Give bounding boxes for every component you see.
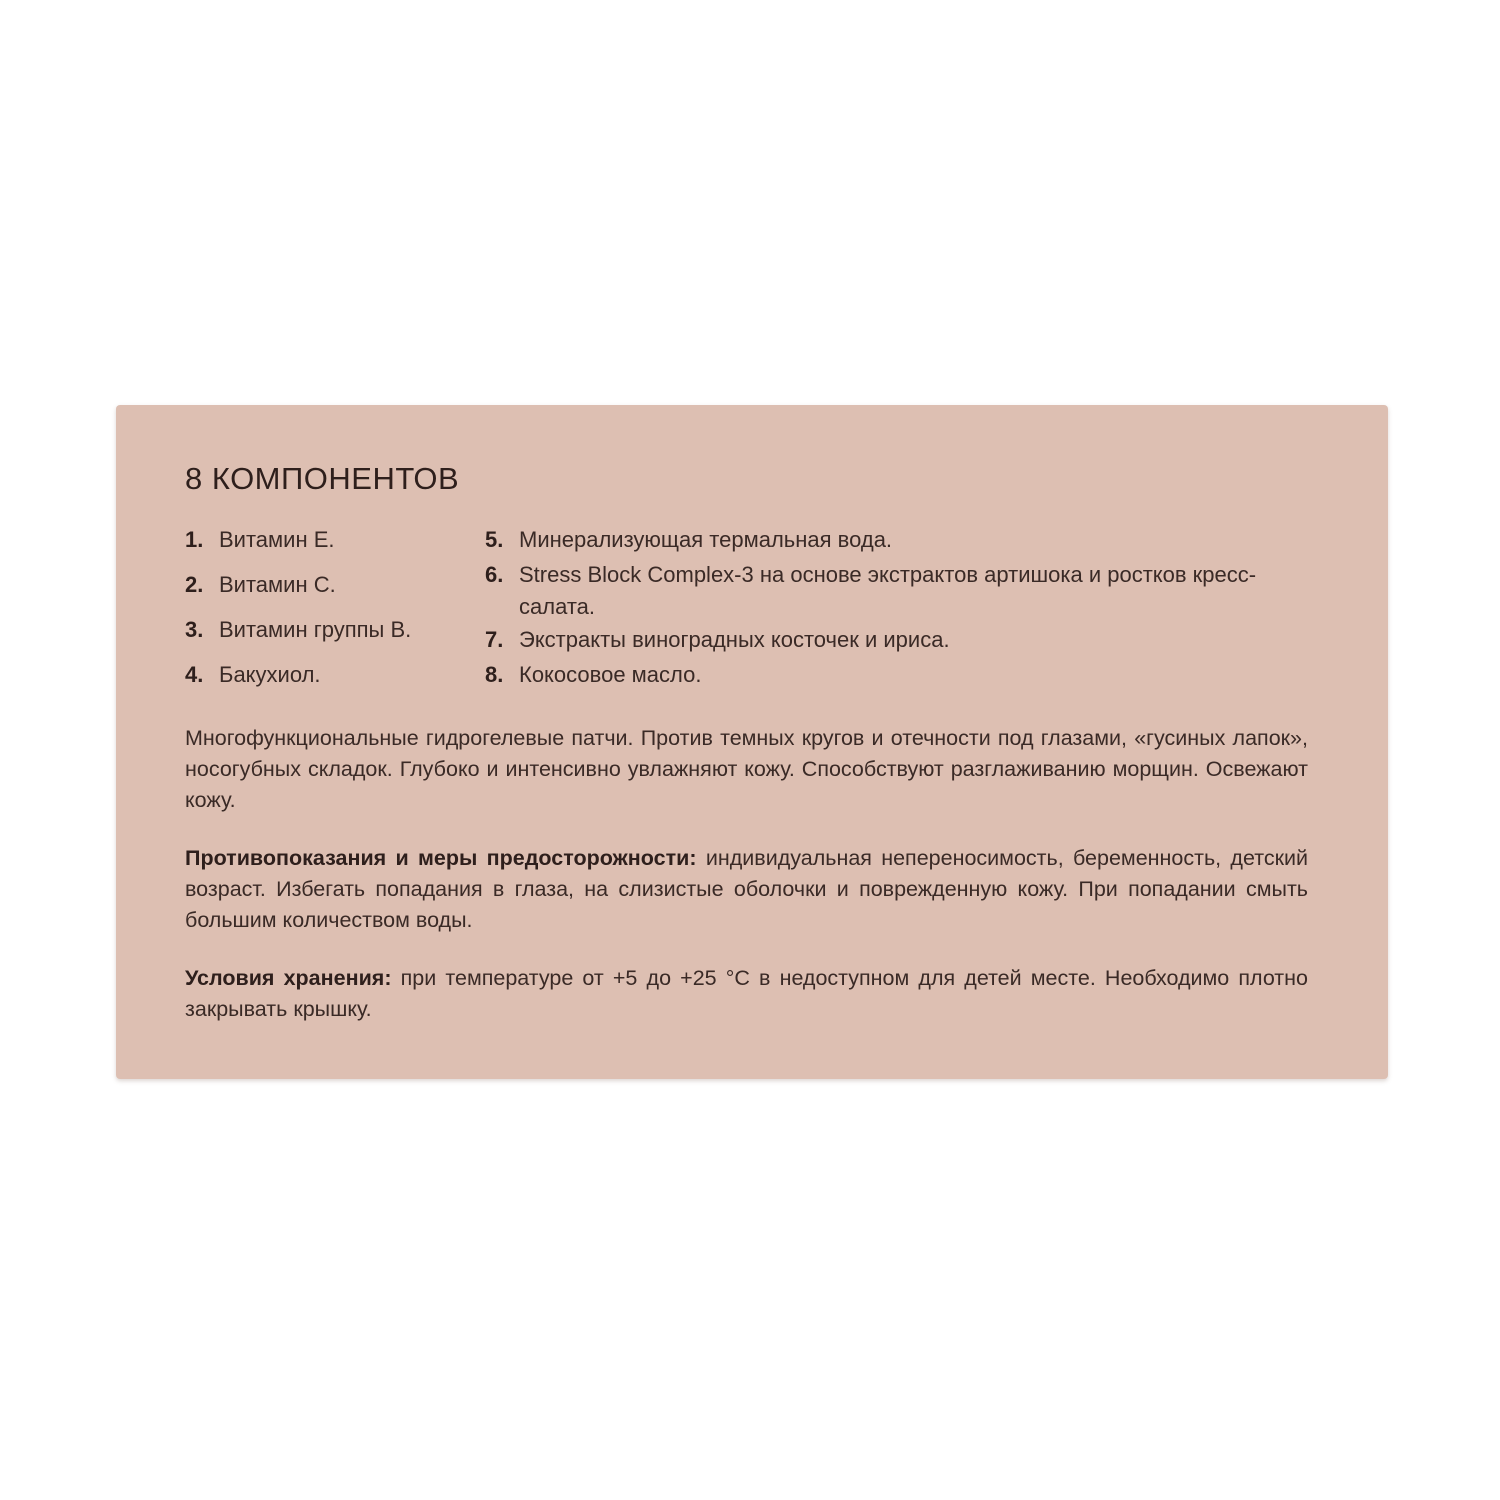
component-text: Экстракты виноградных косточек и ириса. (519, 627, 950, 652)
component-item (185, 659, 485, 691)
component-item (485, 559, 1345, 623)
product-description: Многофункциональные гидрогелевые патчи. Против темных кругов и отечности под глазами, «гусиных лапок», носогубных складок. Глубоко и интенсивно увлажняют кожу. Способствуют разглаживанию морщин. Освежают кожу. (185, 726, 1308, 812)
component-number: 5. (485, 527, 504, 552)
component-number: 4. (185, 662, 204, 687)
components-title: 8 КОМПОНЕНТОВ (185, 461, 460, 496)
component-item (485, 624, 1345, 656)
storage-conditions (185, 963, 1308, 1025)
component-text: Минерализующая термальная вода. (519, 527, 893, 552)
component-text: Витамин Е. (219, 527, 335, 552)
component-text: Витамин С. (219, 572, 336, 597)
component-text: Stress Block Complex-3 на основе экстрактов артишока и ростков кресс-салата. (519, 562, 1257, 619)
component-item (485, 659, 1345, 691)
contraindications-label: Противопоказания и меры предосторожности: (185, 846, 697, 870)
contraindications-text: индивидуальная непереносимость, беременность, детский возраст. Избегать попадания в глаза, на слизистые оболочки и поврежденную кожу. При попадании смыть большим количеством воды. (185, 846, 1308, 932)
storage-text: при температуре от +5 до +25 °С в недоступном для детей месте. Необходимо плотно закрывать крышку. (185, 966, 1308, 1021)
component-text: Витамин группы В. (219, 617, 412, 642)
component-item (185, 524, 485, 556)
component-number: 3. (185, 617, 204, 642)
contraindications (185, 843, 1308, 936)
component-number: 2. (185, 572, 204, 597)
component-item (185, 569, 485, 601)
component-text: Кокосовое масло. (519, 662, 702, 687)
component-number: 1. (185, 527, 204, 552)
component-text: Бакухиол. (219, 662, 321, 687)
component-item (185, 614, 485, 646)
component-number: 7. (485, 627, 504, 652)
component-number: 6. (485, 562, 504, 587)
component-item (485, 524, 1345, 556)
component-number: 8. (485, 662, 504, 687)
storage-label: Условия хранения: (185, 966, 392, 990)
product-label-panel (116, 405, 1388, 1079)
